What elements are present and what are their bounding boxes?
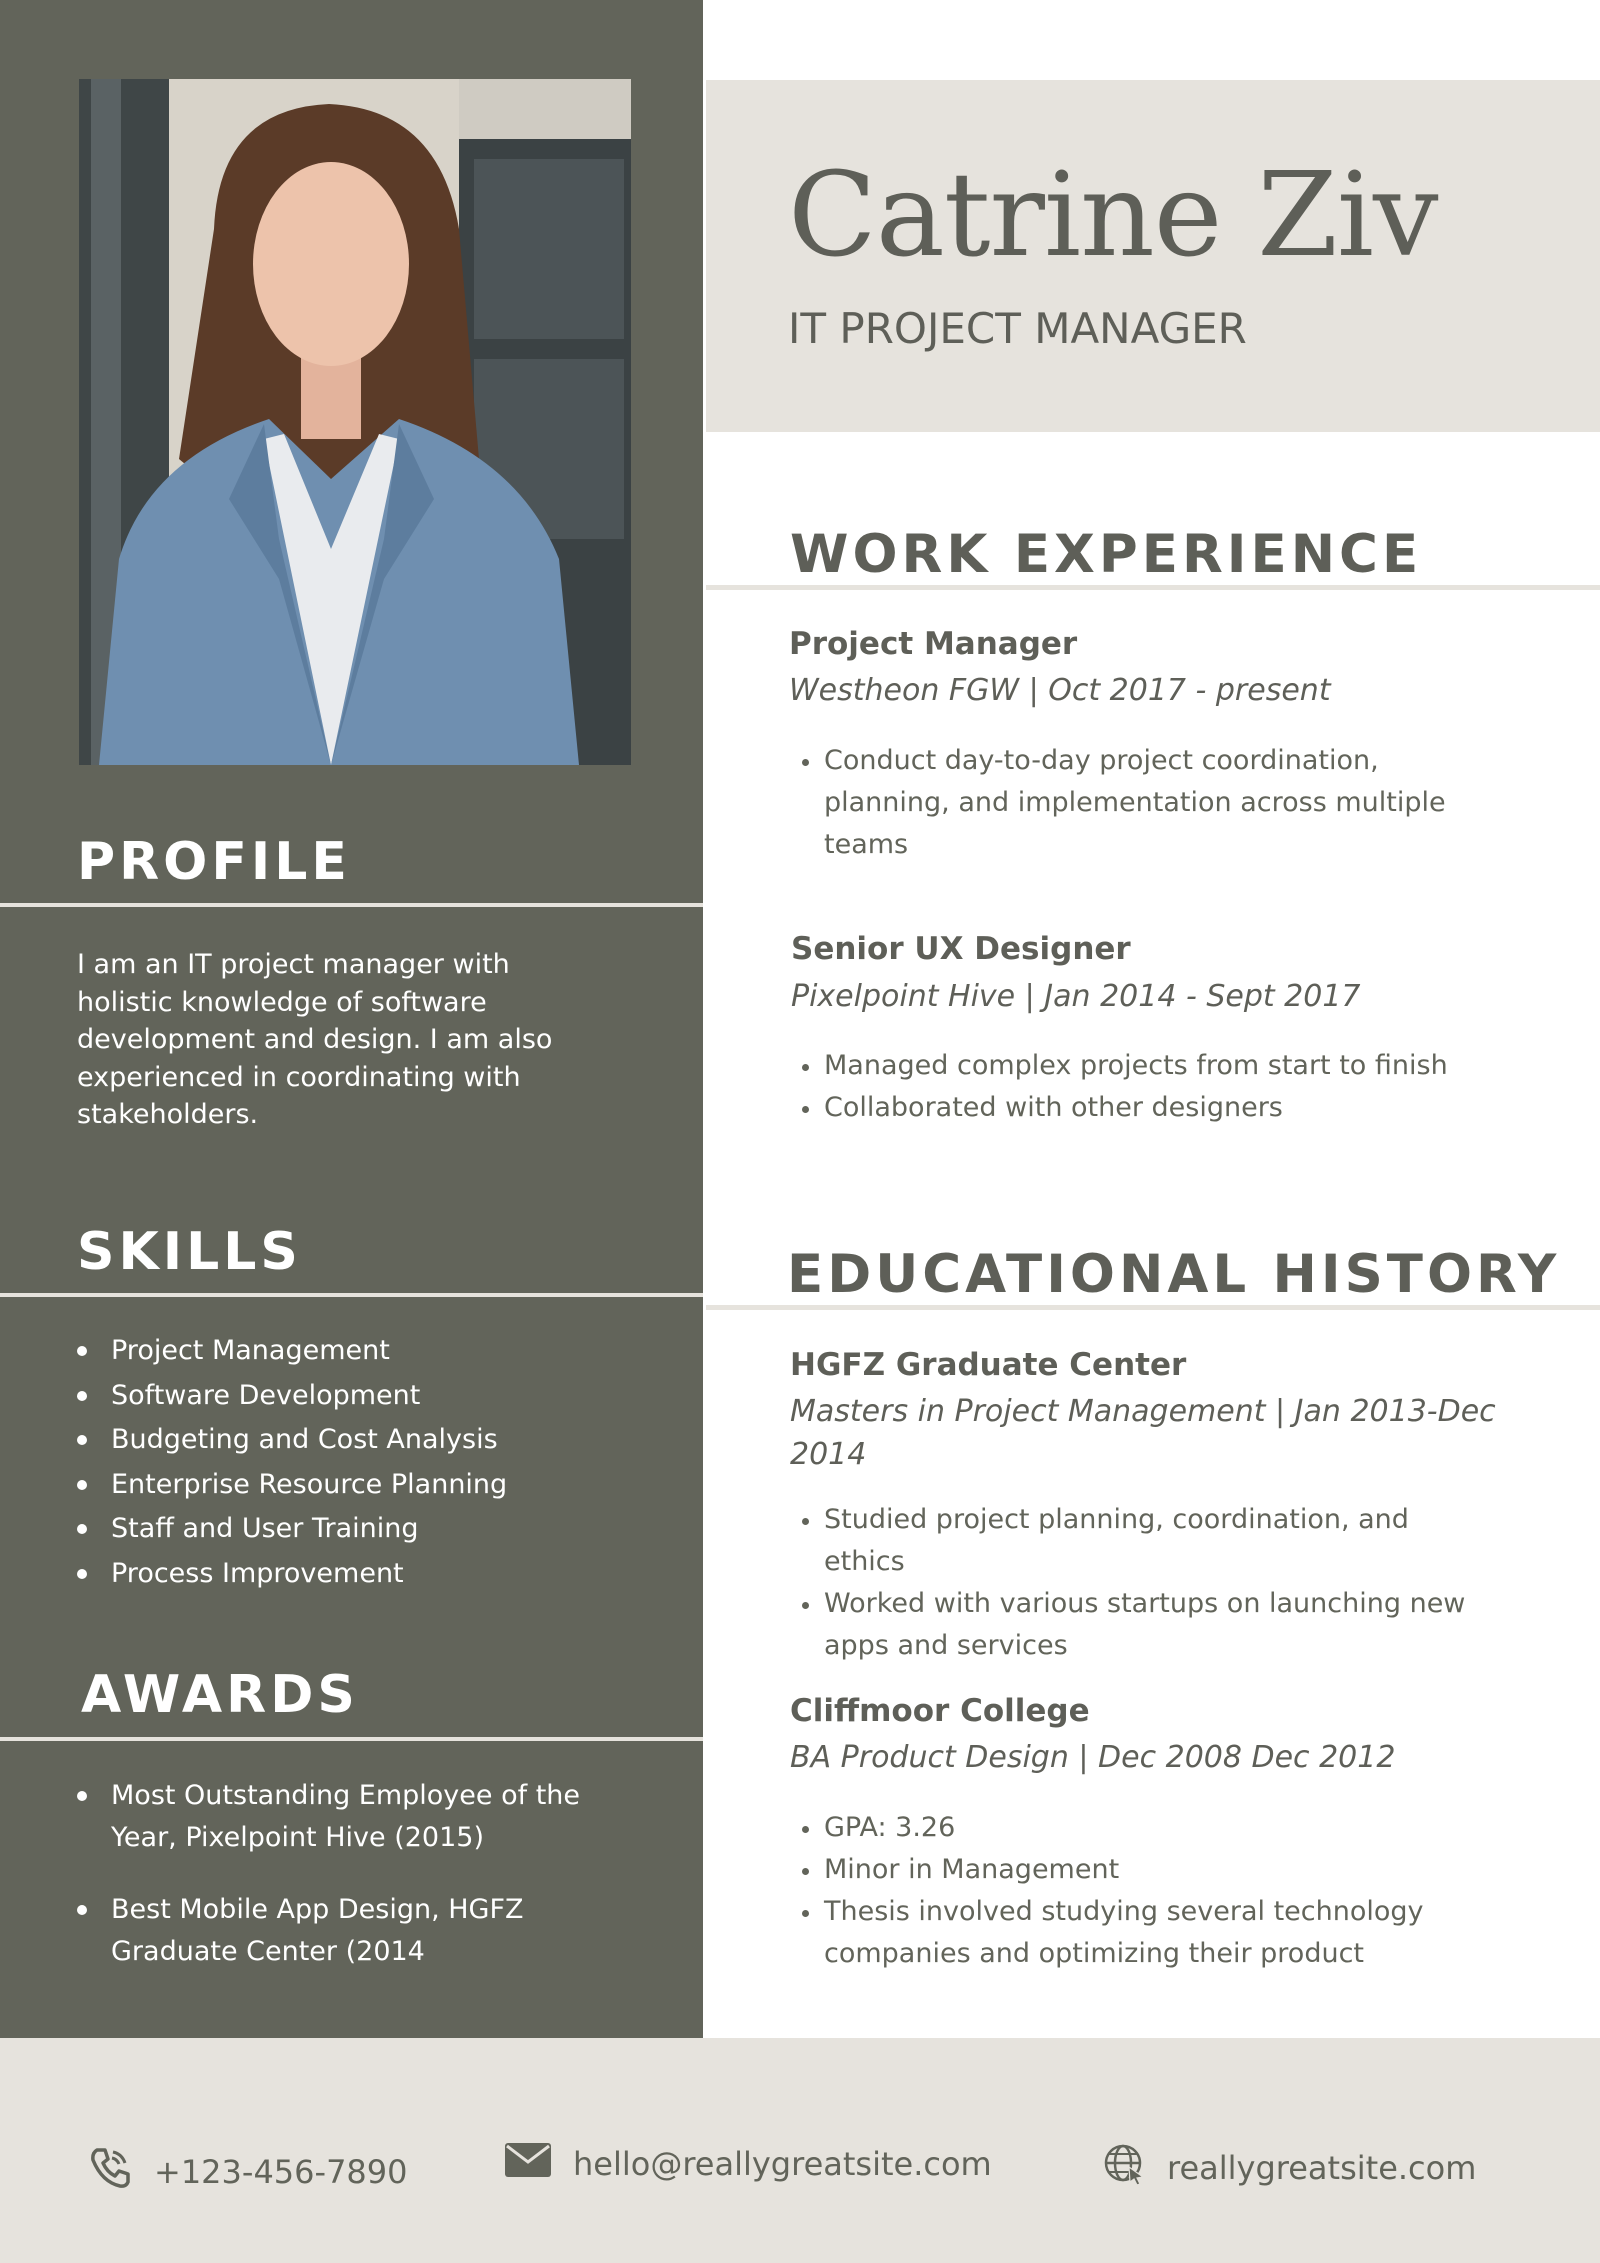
education-detail: Worked with various startups on launching new apps and services — [802, 1583, 1482, 1667]
envelope-icon — [505, 2143, 551, 2185]
degree-dates: BA Product Design | Dec 2008 Dec 2012 — [790, 1740, 1396, 1775]
work-experience-divider — [706, 585, 1600, 590]
job-title-entry: Senior UX Designer — [791, 931, 1131, 967]
job-duties-list — [802, 740, 1502, 866]
skill-item: Process Improvement — [77, 1552, 507, 1597]
education-detail: GPA: 3.26 — [802, 1807, 1482, 1849]
awards-divider — [0, 1737, 703, 1741]
awards-list — [77, 1775, 617, 2003]
skill-item: Software Development — [77, 1374, 507, 1419]
email-contact[interactable] — [505, 2143, 992, 2185]
education-detail: Studied project planning, coordination, and ethics — [802, 1499, 1482, 1583]
skill-item: Project Management — [77, 1329, 507, 1374]
education-details-list — [802, 1499, 1482, 1667]
profile-heading: PROFILE — [77, 832, 351, 892]
skills-list — [77, 1329, 507, 1596]
award-item: Best Mobile App Design, HGFZ Graduate Center (2014 — [77, 1889, 617, 1973]
profile-photo — [79, 79, 631, 765]
sidebar — [0, 0, 703, 2038]
job-company-dates: Westheon FGW | Oct 2017 - present — [789, 673, 1331, 708]
profile-text: I am an IT project manager with holistic knowledge of software development and design. I am also experienced in coordinating with stakeholders. — [77, 949, 553, 1130]
work-experience-heading: WORK EXPERIENCE — [790, 524, 1423, 585]
degree-dates: Masters in Project Management | Jan 2013-Dec 2014 — [790, 1394, 1496, 1472]
education-detail: Thesis involved studying several technology companies and optimizing their product — [802, 1891, 1482, 1975]
job-duty: Managed complex projects from start to finish — [802, 1045, 1502, 1087]
job-duty: Conduct day-to-day project coordination, planning, and implementation across multiple teams — [802, 740, 1502, 866]
email-address: hello@reallygreatsite.com — [573, 2145, 992, 2183]
website-contact[interactable] — [1103, 2143, 1476, 2193]
education-divider — [706, 1305, 1600, 1310]
awards-heading: AWARDS — [81, 1665, 359, 1725]
website-url: reallygreatsite.com — [1167, 2149, 1477, 2187]
education-detail: Minor in Management — [802, 1849, 1482, 1891]
globe-icon — [1103, 2143, 1145, 2193]
job-title-entry: Project Manager — [789, 626, 1078, 662]
phone-icon — [88, 2146, 132, 2198]
skill-item: Budgeting and Cost Analysis — [77, 1418, 507, 1463]
job-duties-list — [802, 1045, 1502, 1129]
candidate-name: Catrine Ziv — [788, 148, 1438, 283]
school-name: HGFZ Graduate Center — [790, 1347, 1187, 1383]
award-item: Most Outstanding Employee of the Year, Pixelpoint Hive (2015) — [77, 1775, 617, 1859]
skills-divider — [0, 1293, 703, 1297]
skills-heading: SKILLS — [77, 1222, 302, 1282]
phone-number: +123-456-7890 — [154, 2153, 408, 2191]
profile-divider — [0, 903, 703, 907]
education-details-list — [802, 1807, 1482, 1975]
school-name: Cliffmoor College — [790, 1693, 1090, 1729]
job-title: IT PROJECT MANAGER — [788, 304, 1247, 353]
education-heading: EDUCATIONAL HISTORY — [787, 1244, 1561, 1305]
phone-contact[interactable] — [88, 2146, 408, 2198]
job-company-dates: Pixelpoint Hive | Jan 2014 - Sept 2017 — [791, 979, 1361, 1014]
contact-footer — [0, 2038, 1600, 2263]
skill-item: Staff and User Training — [77, 1507, 507, 1552]
job-duty: Collaborated with other designers — [802, 1087, 1502, 1129]
skill-item: Enterprise Resource Planning — [77, 1463, 507, 1508]
